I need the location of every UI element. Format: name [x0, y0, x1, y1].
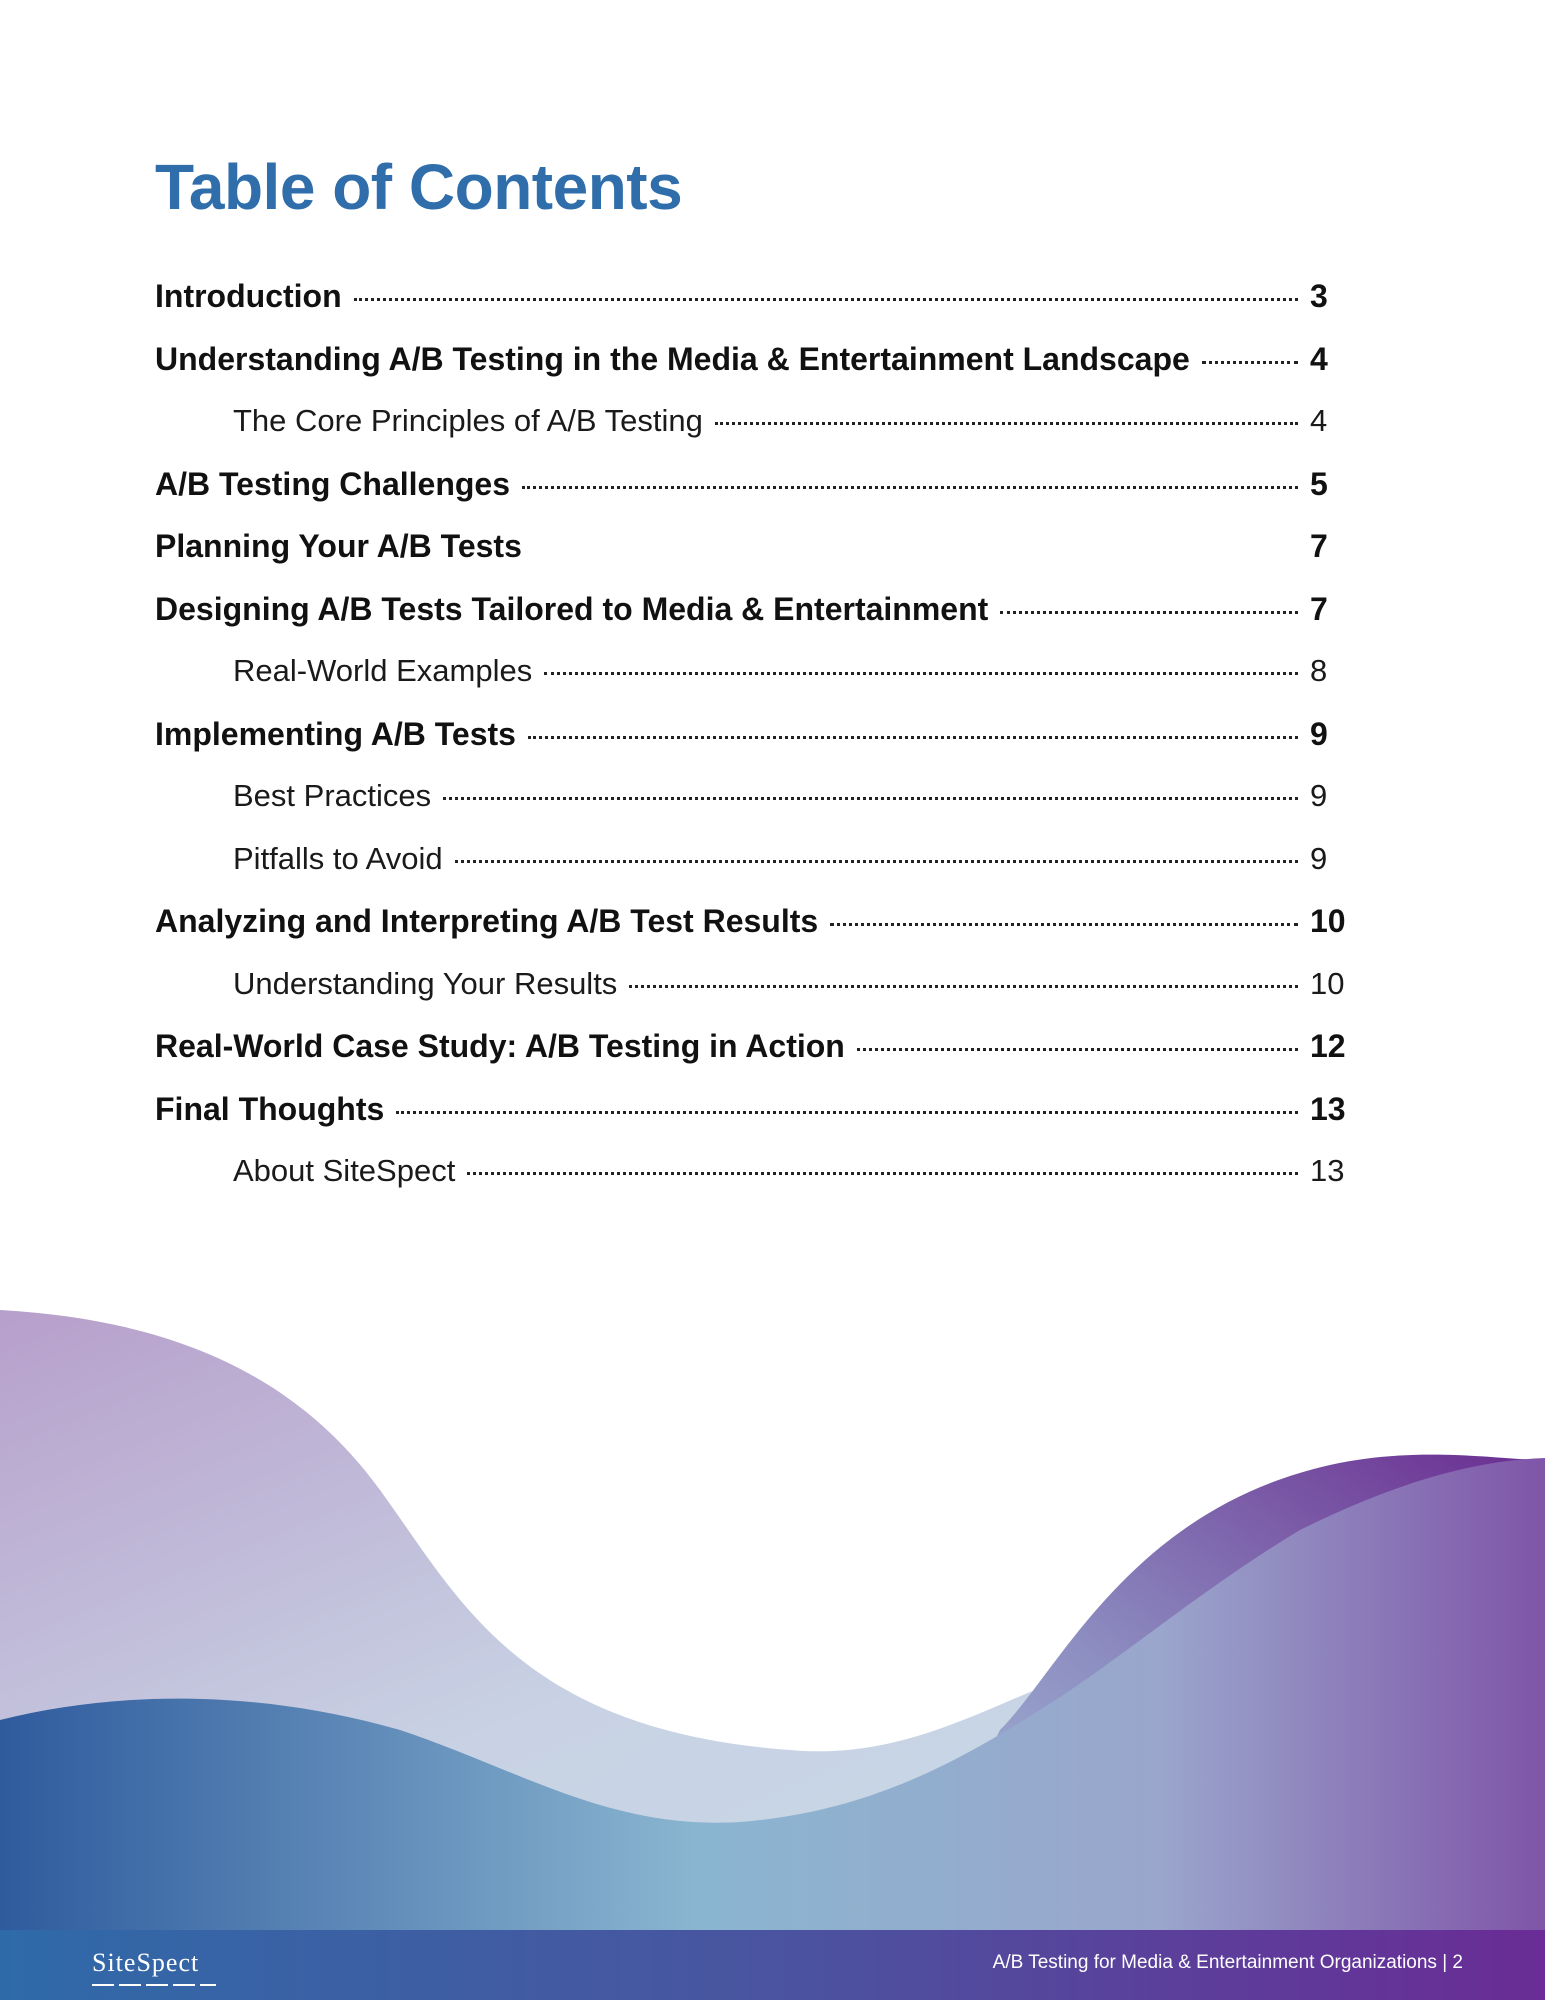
toc-entry-label: Real-World Examples	[233, 653, 533, 688]
toc-entry-page: 9	[1310, 778, 1328, 813]
toc-entry-page: 3	[1310, 278, 1328, 314]
toc-entry-page: 7	[1310, 590, 1328, 627]
toc-leader-dots	[544, 672, 1298, 675]
toc-entry-page: 9	[1310, 840, 1328, 876]
toc-leader-dots	[528, 736, 1298, 739]
toc-entry-label: Analyzing and Interpreting A/B Test Results	[155, 903, 819, 939]
toc-entry[interactable]	[155, 903, 1350, 966]
toc-entry-label: Implementing A/B Tests	[155, 715, 516, 752]
toc-entry[interactable]	[155, 1091, 1350, 1154]
toc-leader-dots	[1000, 611, 1298, 614]
toc-entry-page: 4	[1310, 340, 1328, 377]
toc-entry[interactable]	[155, 653, 1350, 716]
toc-leader-dots	[443, 797, 1298, 800]
toc-leader-dots	[857, 1048, 1298, 1051]
toc-entry-label: Introduction	[155, 278, 342, 314]
toc-leader-dots	[467, 1172, 1298, 1175]
toc-entry-page: 4	[1310, 403, 1328, 438]
toc-leader-dots	[629, 985, 1298, 988]
toc-leader-dots	[1202, 361, 1298, 364]
toc-leader-dots	[830, 923, 1298, 926]
footer	[0, 1930, 1545, 2000]
toc-entry[interactable]	[155, 1028, 1350, 1091]
page-title: Table of Contents	[155, 151, 683, 223]
toc-entry[interactable]	[155, 341, 1350, 404]
toc-entry-page: 9	[1310, 715, 1328, 752]
toc-entry[interactable]	[155, 966, 1350, 1029]
toc-entry[interactable]	[155, 1153, 1350, 1216]
footer-text: A/B Testing for Media & Entertainment Organizations | 2	[992, 1952, 1463, 1973]
toc-entry-label: About SiteSpect	[233, 1153, 456, 1188]
toc-entry-label: Real-World Case Study: A/B Testing in Action	[155, 1028, 845, 1064]
toc-entry-label: Pitfalls to Avoid	[233, 840, 443, 876]
toc-entry-page: 8	[1310, 653, 1328, 688]
toc-entry-page: 10	[1310, 965, 1345, 1001]
toc-entry-page: 13	[1310, 1090, 1346, 1127]
toc-entry[interactable]	[155, 716, 1350, 779]
toc-leader-dots	[455, 860, 1298, 863]
toc-leader-dots	[396, 1111, 1298, 1114]
toc-entry[interactable]	[155, 528, 1350, 591]
toc-entry[interactable]	[155, 466, 1350, 529]
toc-entry-label: Designing A/B Tests Tailored to Media & Entertainment	[155, 590, 989, 627]
toc-entry-label: Understanding Your Results	[233, 965, 618, 1001]
toc-entry[interactable]	[155, 841, 1350, 904]
table-of-contents	[155, 278, 1350, 1216]
toc-entry-label: The Core Principles of A/B Testing	[233, 403, 703, 438]
toc-entry-page: 13	[1310, 1153, 1345, 1188]
toc-entry-page: 7	[1310, 528, 1328, 564]
toc-entry-label: Final Thoughts	[155, 1090, 385, 1127]
toc-entry-label: A/B Testing Challenges	[155, 465, 511, 502]
toc-leader-dots	[715, 422, 1298, 425]
toc-entry[interactable]	[155, 403, 1350, 466]
toc-entry-label: Best Practices	[233, 778, 432, 813]
toc-entry-page: 10	[1310, 903, 1346, 939]
sitespect-logo: SiteSpect	[92, 1948, 200, 1977]
toc-entry[interactable]	[155, 591, 1350, 654]
toc-entry-page: 12	[1310, 1028, 1346, 1064]
toc-leader-dots	[522, 486, 1298, 489]
toc-entry-label: Planning Your A/B Tests	[155, 528, 522, 564]
logo-underline	[92, 1984, 216, 1986]
toc-entry-label: Understanding A/B Testing in the Media & Entertainment Landscape	[155, 340, 1190, 377]
decorative-waves	[0, 1290, 1545, 1930]
toc-leader-dots	[354, 298, 1298, 301]
toc-entry-page: 5	[1310, 465, 1328, 502]
toc-entry[interactable]	[155, 278, 1350, 341]
toc-entry[interactable]	[155, 778, 1350, 841]
